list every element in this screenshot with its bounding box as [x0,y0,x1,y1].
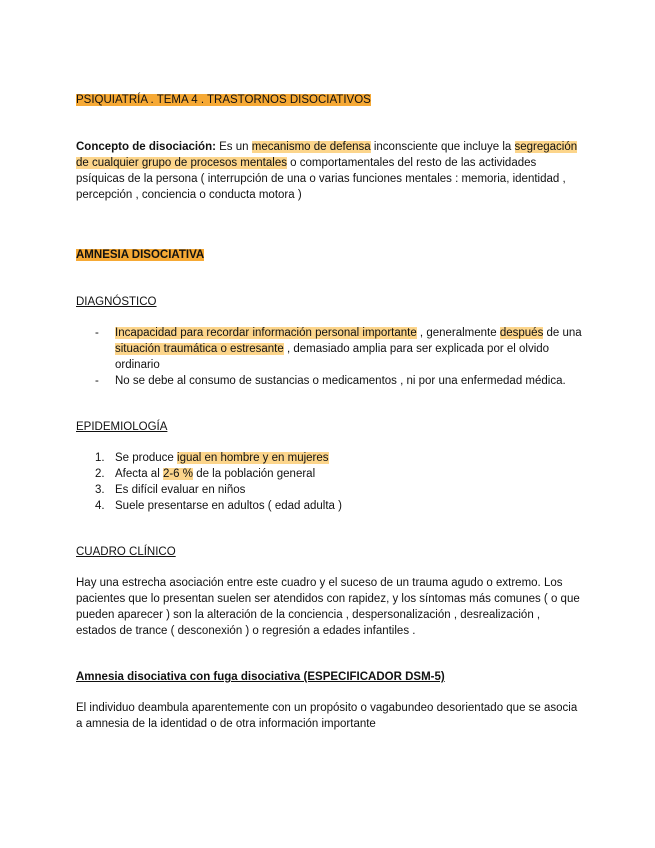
concept-text-1: Es un [215,141,252,153]
epi-text-1: Se produce [115,452,178,464]
concept-paragraph [76,139,582,203]
diag-text-3: , demasiado amplia para ser explicada por el olvido ordinario [115,343,550,371]
list-item [76,466,582,482]
epidemiologia-heading-line [76,419,582,435]
list-marker: 3. [95,484,105,496]
epi-text-3: Es difícil evaluar en niños [115,484,246,496]
diagnostico-heading-line [76,294,582,310]
list-item [76,373,582,389]
concept-highlight-2: segregación de cualquier grupo de procesos mentales [76,141,578,169]
fuga-heading-line [76,669,582,685]
diag-highlight-3: situación traumática o estresante [115,343,284,355]
fuga-heading: Amnesia disociativa con fuga disociativa (ESPECIFICADOR DSM-5) [76,671,445,683]
list-marker: 2. [95,468,105,480]
epidemiologia-heading: EPIDEMIOLOGÍA [76,421,168,433]
list-item [76,498,582,514]
cuadro-heading-line [76,544,582,560]
diag-text-2: de una [543,327,582,339]
document-title: PSIQUIATRÍA . TEMA 4 . TRASTORNOS DISOCIATIVOS [76,94,371,106]
diag-text-1: , generalmente [416,327,500,339]
epi-highlight-2: 2-6 % [162,468,193,480]
concept-text-3: o comportamentales del resto de las actividades psíquicas de la persona ( interrupción de una o varias funciones mentales : memoria, identidad , percepción , conciencia o conducta motora ) [76,157,566,201]
epi-text-4: Suele presentarse en adultos ( edad adulta ) [115,500,342,512]
cuadro-heading: CUADRO CLÍNICO [76,546,176,558]
fuga-paragraph: El individuo deambula aparentemente con un propósito o vagabundeo desorientado que se asocia a amnesia de la identidad o de otra información importante [76,702,578,730]
list-item [76,325,582,373]
diag-highlight-2: después [499,327,544,339]
epi-highlight-1: igual en hombre y en mujeres [177,452,329,464]
list-marker: 1. [95,452,105,464]
list-item [76,450,582,466]
list-marker: - [95,327,99,339]
concept-highlight-1: mecanismo de defensa [251,141,371,153]
concept-label: Concepto de disociación: [76,141,216,153]
document-title-line [76,92,582,108]
epi-text-2a: Afecta al [115,468,163,480]
epidemiologia-list [76,450,582,514]
diagnostico-heading: DIAGNÓSTICO [76,296,157,308]
cuadro-paragraph: Hay una estrecha asociación entre este cuadro y el suceso de un trauma agudo o extremo. Los pacientes que lo presentan suelen ser atendidos con rapidez, y los síntomas más comunes ( o que pueden aparecer ) son la alteración de la conciencia , despersonalización , desrealización , estados de trance ( desconexión ) o regresión a edades infantiles . [76,577,580,637]
list-marker: 4. [95,500,105,512]
diag-item-2-text: No se debe al consumo de sustancias o medicamentos , ni por una enfermedad médica. [115,375,566,387]
diag-highlight-1: Incapacidad para recordar información personal importante [115,327,417,339]
section-heading-line [76,247,582,263]
diagnostico-list [76,325,582,389]
list-marker: - [95,375,99,387]
amnesia-heading: AMNESIA DISOCIATIVA [76,249,205,261]
concept-text-2: inconsciente que incluye la [370,141,515,153]
list-item [76,482,582,498]
epi-text-2b: de la población general [193,468,316,480]
